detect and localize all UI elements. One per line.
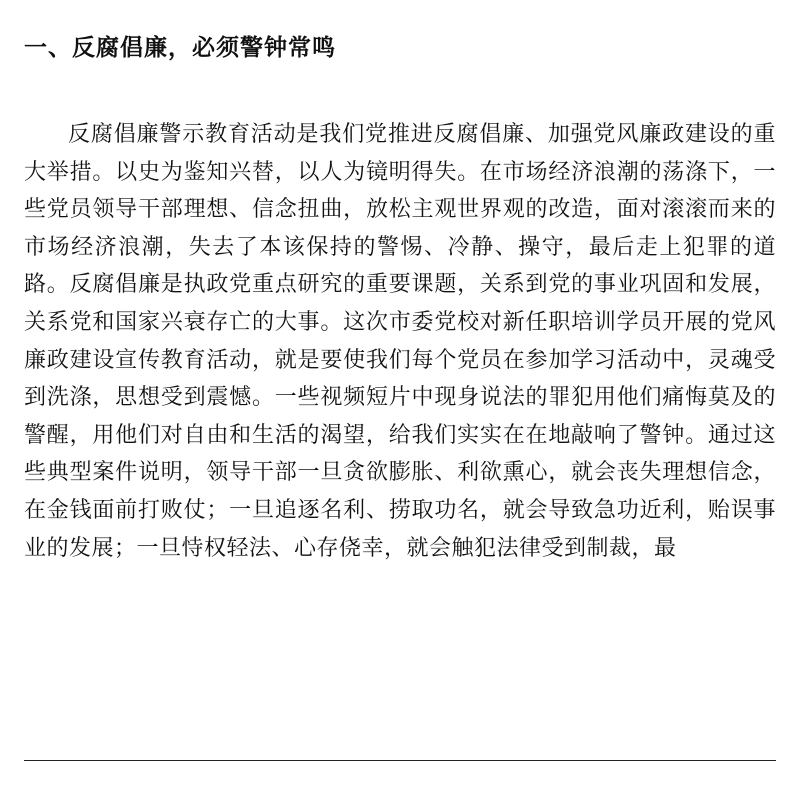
bottom-divider <box>24 760 776 761</box>
body-paragraph: 反腐倡廉警示教育活动是我们党推进反腐倡廉、加强党风廉政建设的重大举措。以史为鉴知兴替，以人为镜明得失。在市场经济浪潮的荡涤下，一些党员领导干部理想、信念扭曲，放松主观世界观的改造，面对滚滚而来的市场经济浪潮，失去了本该保持的警惕、冷静、操守，最后走上犯罪的道路。反腐倡廉是执政党重点研究的重要课题，关系到党的事业巩固和发展，关系党和国家兴衰存亡的大事。这次市委党校对新任职培训学员开展的党风廉政建设宣传教育活动，就是要使我们每个党员在参加学习活动中，灵魂受到洗涤，思想受到震憾。一些视频短片中现身说法的罪犯用他们痛悔莫及的警醒，用他们对自由和生活的渴望，给我们实实在在地敲响了警钟。通过这些典型案件说明，领导干部一旦贪欲膨胀、利欲熏心，就会丧失理想信念，在金钱面前打败仗；一旦追逐名利、捞取功名，就会导致急功近利，贻误事业的发展；一旦恃权轻法、心存侥幸，就会触犯法律受到制裁，最 <box>24 122 776 561</box>
section-heading: 一、反腐倡廉，必须警钟常鸣 <box>24 35 336 61</box>
